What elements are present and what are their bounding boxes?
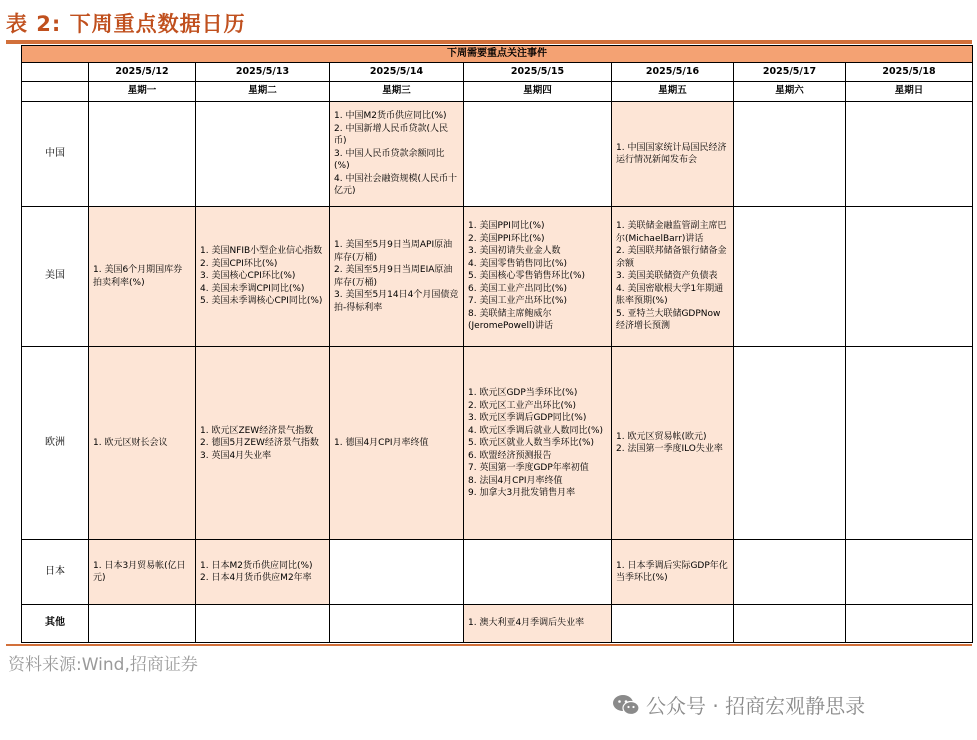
region-label: 美国	[22, 206, 89, 347]
date-sun: 2025/5/18	[846, 63, 973, 82]
wechat-icon	[612, 694, 640, 716]
bottom-rule	[6, 644, 972, 646]
watermark-text: 公众号 · 招商宏观静思录	[646, 694, 866, 718]
event-cell: 1. 中国国家统计局国民经济运行情况新闻发布会	[612, 102, 734, 207]
event-cell	[734, 206, 846, 347]
corner-cell	[22, 63, 89, 82]
weekday-tue: 星期二	[196, 82, 330, 102]
weekday-wed: 星期三	[330, 82, 464, 102]
table-row	[22, 347, 973, 540]
event-cell: 1. 澳大利亚4月季调后失业率	[464, 604, 612, 642]
event-cell: 1. 美国PPI同比(%) 2. 美国PPI环比(%) 3. 美国初请失业金人数 4. 美国零售销售同比(%) 5. 美国核心零售销售环比(%) 6. 美国工业产出同比(%) 7. 美国工业产出环比(%) 8. 美联储主席鲍威尔(JeromePowell)讲话	[464, 206, 612, 347]
date-fri: 2025/5/16	[612, 63, 734, 82]
table-row	[22, 540, 973, 604]
event-cell	[734, 540, 846, 604]
table-row	[22, 102, 973, 207]
event-cell	[846, 347, 973, 540]
event-cell: 1. 美国至5月9日当周API原油库存(万桶) 2. 美国至5月9日当周EIA原油库存(万桶) 3. 美国至5月14日4个月国债竞拍-得标利率	[330, 206, 464, 347]
event-cell	[464, 540, 612, 604]
event-cell	[89, 102, 196, 207]
page-title: 表 2: 下周重点数据日历	[6, 12, 246, 36]
date-sat: 2025/5/17	[734, 63, 846, 82]
event-cell: 1. 日本3月贸易帐(亿日元)	[89, 540, 196, 604]
watermark	[612, 690, 865, 719]
event-cell: 1. 美国NFIB小型企业信心指数 2. 美国CPI环比(%) 3. 美国核心CPI环比(%) 4. 美国未季调CPI同比(%) 5. 美国未季调核心CPI同比(%)	[196, 206, 330, 347]
event-cell	[734, 102, 846, 207]
event-cell	[846, 102, 973, 207]
event-cell: 1. 欧元区ZEW经济景气指数 2. 德国5月ZEW经济景气指数 3. 英国4月失业率	[196, 347, 330, 540]
event-cell	[846, 604, 973, 642]
event-cell	[330, 604, 464, 642]
title-rule	[6, 40, 972, 44]
event-cell: 1. 日本季调后实际GDP年化当季环比(%)	[612, 540, 734, 604]
weekday-thu: 星期四	[464, 82, 612, 102]
event-cell: 1. 美联储金融监管副主席巴尔(MichaelBarr)讲话 2. 美国联邦储备银行储备金余额 3. 美国美联储资产负债表 4. 美国密歇根大学1年期通胀率预期(%) 5. 亚特兰大联储GDPNow经济增长预测	[612, 206, 734, 347]
region-label: 日本	[22, 540, 89, 604]
region-label: 其他	[22, 604, 89, 642]
date-mon: 2025/5/12	[89, 63, 196, 82]
event-cell	[846, 540, 973, 604]
table-row	[22, 604, 973, 642]
event-cell	[196, 102, 330, 207]
event-cell	[196, 604, 330, 642]
event-cell: 1. 欧元区贸易帐(欧元) 2. 法国第一季度ILO失业率	[612, 347, 734, 540]
source-note: 资料来源:Wind,招商证券	[8, 655, 198, 675]
table-header: 下周需要重点关注事件	[22, 46, 973, 63]
date-wed: 2025/5/14	[330, 63, 464, 82]
event-cell	[464, 102, 612, 207]
weekday-mon: 星期一	[89, 82, 196, 102]
calendar-table	[21, 45, 973, 643]
event-cell	[734, 347, 846, 540]
event-cell: 1. 欧元区GDP当季环比(%) 2. 欧元区工业产出环比(%) 3. 欧元区季调后GDP同比(%) 4. 欧元区季调后就业人数同比(%) 5. 欧元区就业人数当季环比(%) 6. 欧盟经济预测报告 7. 英国第一季度GDP年率初值 8. 法国4月CPI月率终值 9. 加拿大3月批发销售月率	[464, 347, 612, 540]
event-cell	[846, 206, 973, 347]
weekday-sat: 星期六	[734, 82, 846, 102]
date-thu: 2025/5/15	[464, 63, 612, 82]
corner-cell	[22, 82, 89, 102]
event-cell	[612, 604, 734, 642]
event-cell	[89, 604, 196, 642]
event-cell: 1. 德国4月CPI月率终值	[330, 347, 464, 540]
event-cell: 1. 日本M2货币供应同比(%) 2. 日本4月货币供应M2年率	[196, 540, 330, 604]
event-cell: 1. 欧元区财长会议	[89, 347, 196, 540]
region-label: 中国	[22, 102, 89, 207]
event-cell: 1. 中国M2货币供应同比(%) 2. 中国新增人民币贷款(人民币) 3. 中国人民币贷款余额同比(%) 4. 中国社会融资规模(人民币十亿元)	[330, 102, 464, 207]
event-cell: 1. 美国6个月期国库券拍卖利率(%)	[89, 206, 196, 347]
event-cell	[734, 604, 846, 642]
event-cell	[330, 540, 464, 604]
date-tue: 2025/5/13	[196, 63, 330, 82]
region-label: 欧洲	[22, 347, 89, 540]
table-row	[22, 206, 973, 347]
weekday-fri: 星期五	[612, 82, 734, 102]
weekday-sun: 星期日	[846, 82, 973, 102]
